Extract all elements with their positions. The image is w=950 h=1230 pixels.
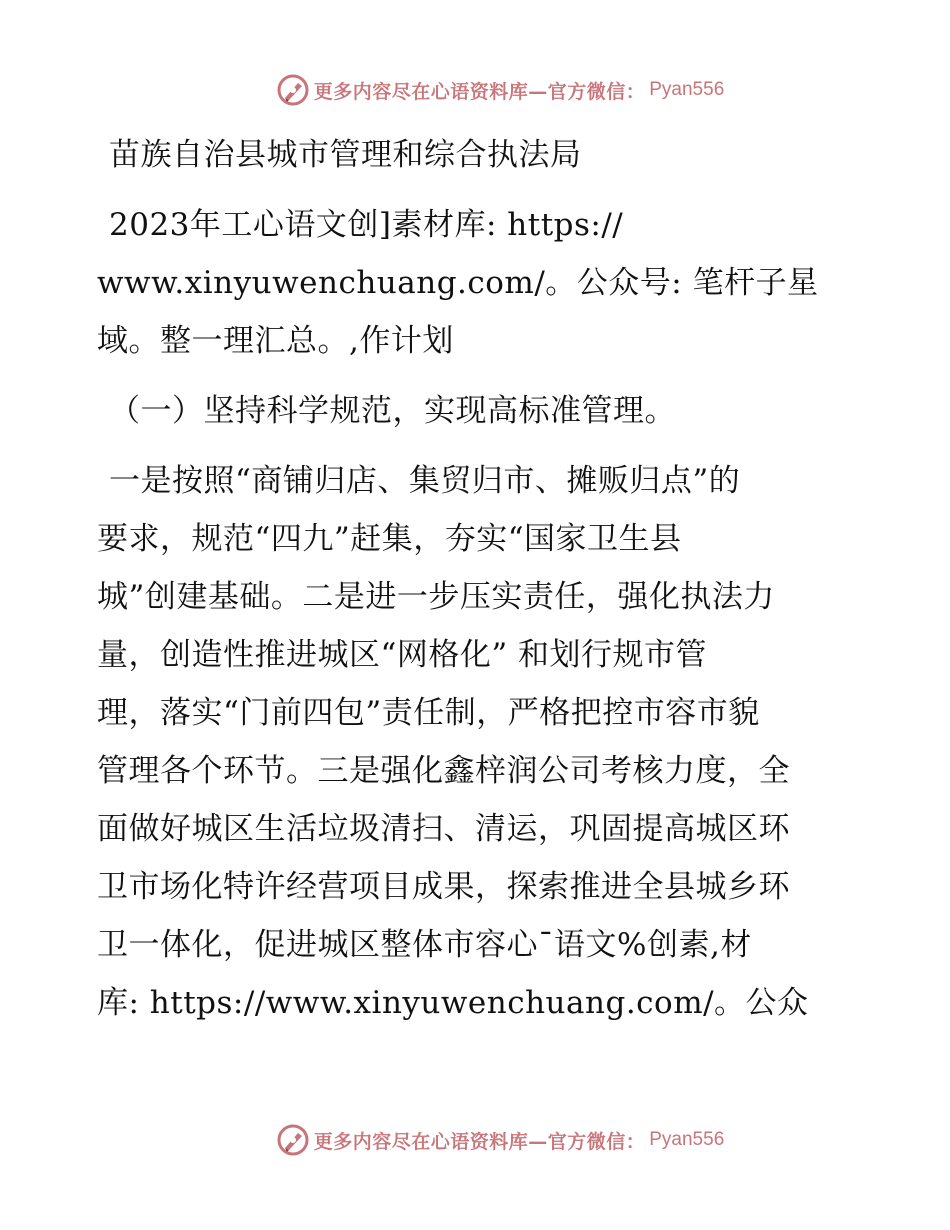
banner-account: Pyan556 xyxy=(649,1129,725,1150)
text-line: 面做好城区生活垃圾清扫、清运，巩固提高城区环 xyxy=(97,811,790,847)
text-line: 城”创建基础。二是进一步压实责任，强化执法力 xyxy=(97,579,775,615)
text-line: 要求，规范“四九”赶集，夯实“国家卫生县 xyxy=(97,521,682,557)
text-line: 量，创造性推进城区“网格化” 和划行规市管 xyxy=(97,637,708,673)
text-line: 管理各个环节。三是强化鑫梓润公司考核力度，全 xyxy=(97,753,790,789)
section-heading: （一）坚持科学规范，实现高标准管理。 xyxy=(109,393,676,429)
text-line: 卫一体化，促进城区整体市容心¯语文%创素,材 xyxy=(97,927,752,963)
text-line: 库: https://www.xinyuwenchuang.com/。公众 xyxy=(97,985,809,1021)
text-line: 卫市场化特许经营项目成果，探索推进全县城乡环 xyxy=(97,869,790,905)
banner-account: Pyan556 xyxy=(649,79,725,100)
pen-logo-icon xyxy=(276,1123,310,1157)
text-line: 理，落实“门前四包”责任制，严格把控市容市貌 xyxy=(97,695,760,731)
header-watermark-banner xyxy=(0,70,950,110)
text-line: 2023年工心语文创]素材库: https:// xyxy=(109,207,624,243)
text-line: 域。整一理汇总。,作计划 xyxy=(97,323,454,359)
banner-text: 更多内容尽在心语资料库—官方微信： xyxy=(313,80,646,103)
document-body xyxy=(97,126,857,1032)
pen-logo-icon xyxy=(276,73,310,107)
banner-text: 更多内容尽在心语资料库—官方微信： xyxy=(313,1130,646,1153)
footer-watermark-banner xyxy=(0,1120,950,1160)
document-title: 苗族自治县城市管理和综合执法局 xyxy=(109,137,582,173)
text-line: www.xinyuwenchuang.com/。公众号: 笔杆子星 xyxy=(97,265,819,301)
text-line: 一是按照“商铺归店、集贸归市、摊贩归点”的 xyxy=(109,463,741,499)
